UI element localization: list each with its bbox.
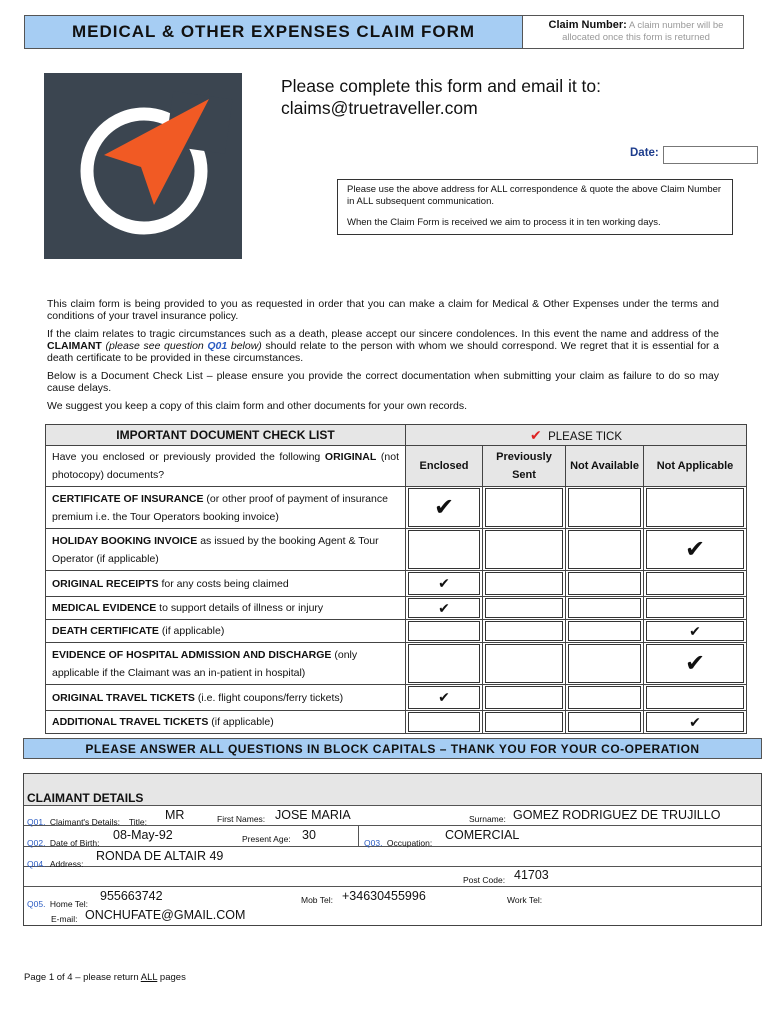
q03-row: Q03. Occupation: <box>364 838 433 848</box>
tick-icon: ✔ <box>433 494 455 521</box>
checkbox-cell <box>566 620 644 643</box>
compass-arrow-icon <box>44 73 242 259</box>
checklist-row <box>46 643 747 685</box>
checklist-item-label: DEATH CERTIFICATE (if applicable) <box>46 620 406 643</box>
tick-icon: ✔ <box>684 650 706 677</box>
checkbox-cell <box>406 685 483 711</box>
checklist-row <box>46 597 747 620</box>
checkbox-cell <box>644 597 747 620</box>
tick-icon: ✔ <box>438 599 450 616</box>
tick-box[interactable] <box>568 712 641 732</box>
checkbox-cell <box>566 571 644 597</box>
tick-box[interactable] <box>485 686 563 709</box>
claim-number-box <box>523 15 744 49</box>
q02-row: Q02. Date of Birth: <box>27 838 100 848</box>
checkbox-cell <box>644 711 747 734</box>
tick-box[interactable] <box>408 686 480 709</box>
address-field[interactable]: RONDA DE ALTAIR 49 <box>96 849 224 863</box>
tick-box[interactable] <box>568 530 641 569</box>
tick-box[interactable] <box>408 712 480 732</box>
checkbox-cell <box>483 711 566 734</box>
checklist-row <box>46 529 747 571</box>
q05-row: Q05. Home Tel: <box>27 899 88 909</box>
checkbox-cell <box>483 529 566 571</box>
checklist-item-label: EVIDENCE OF HOSPITAL ADMISSION AND DISCHARGE (only applicable if the Claimant was an in-patient in hospital) <box>46 643 406 685</box>
tick-icon: ✔ <box>689 713 701 730</box>
checklist-item-label: ORIGINAL TRAVEL TICKETS (i.e. flight coupons/ferry tickets) <box>46 685 406 711</box>
tick-box[interactable] <box>485 644 563 683</box>
checklist-row <box>46 487 747 529</box>
checkbox-cell <box>406 620 483 643</box>
checkbox-cell <box>644 487 747 529</box>
tick-box[interactable] <box>568 621 641 641</box>
tick-box[interactable] <box>568 686 641 709</box>
col-previously-sent: Previously Sent <box>483 446 566 487</box>
q04-row: Q04. Address: <box>27 859 84 869</box>
intro-paragraph: We suggest you keep a copy of this claim form and other documents for your own records. <box>47 400 468 412</box>
checkbox-cell <box>566 643 644 685</box>
tick-box[interactable] <box>568 488 641 527</box>
checklist-item-label: ADDITIONAL TRAVEL TICKETS (if applicable) <box>46 711 406 734</box>
checklist-item-label: HOLIDAY BOOKING INVOICE as issued by the booking Agent & Tour Operator (if applicable) <box>46 529 406 571</box>
check-icon: ✔ <box>529 426 542 443</box>
occupation-field[interactable]: COMERCIAL <box>445 828 520 842</box>
tick-box[interactable] <box>568 598 641 618</box>
tick-icon: ✔ <box>684 536 706 563</box>
checklist-item-label: MEDICAL EVIDENCE to support details of illness or injury <box>46 597 406 620</box>
checkbox-cell <box>483 571 566 597</box>
checklist-row <box>46 685 747 711</box>
col-enclosed: Enclosed <box>406 446 483 487</box>
tick-box[interactable] <box>485 572 563 595</box>
tick-box[interactable] <box>568 572 641 595</box>
email-instruction: Please complete this form and email it to: <box>281 76 602 96</box>
checkbox-cell <box>644 685 747 711</box>
form-title: MEDICAL & OTHER EXPENSES CLAIM FORM <box>24 15 523 49</box>
tick-box[interactable] <box>646 644 744 683</box>
checkbox-cell <box>566 529 644 571</box>
divider <box>24 866 761 867</box>
checkbox-cell <box>406 487 483 529</box>
tick-box[interactable] <box>646 598 744 618</box>
claims-email[interactable]: claims@truetraveller.com <box>281 98 478 118</box>
dob-field[interactable]: 08-May-92 <box>113 828 173 842</box>
mob-tel-field[interactable]: +34630455996 <box>342 889 426 903</box>
date-label: Date: <box>630 147 659 159</box>
col-not-applicable: Not Applicable <box>644 446 747 487</box>
checklist-row <box>46 571 747 597</box>
checkbox-cell <box>566 487 644 529</box>
tick-box[interactable] <box>646 686 744 709</box>
checklist-title: IMPORTANT DOCUMENT CHECK LIST <box>46 425 406 446</box>
tick-box[interactable] <box>485 598 563 618</box>
tick-box[interactable] <box>485 712 563 732</box>
intro-paragraph: Below is a Document Check List – please ensure you provide the correct documentation when submitting your claim as failure to do so may cause delays. <box>47 370 719 394</box>
email-field[interactable]: ONCHUFATE@GMAIL.COM <box>85 908 246 922</box>
checkbox-cell <box>406 597 483 620</box>
tick-box[interactable] <box>408 644 480 683</box>
checklist-item-label: CERTIFICATE OF INSURANCE (or other proof of payment of insurance premium i.e. the Tour Operators booking invoice) <box>46 487 406 529</box>
checkbox-cell <box>644 620 747 643</box>
first-names-label: First Names: <box>217 814 266 824</box>
tick-box[interactable] <box>568 644 641 683</box>
checkbox-cell <box>483 620 566 643</box>
claim-number-note: A claim number will be allocated once this form is returned <box>562 20 724 43</box>
tick-box[interactable] <box>408 530 480 569</box>
checkbox-cell <box>483 597 566 620</box>
checkbox-cell <box>566 685 644 711</box>
tick-box[interactable] <box>408 621 480 641</box>
postcode-field[interactable]: 41703 <box>514 868 549 882</box>
checkbox-cell <box>644 643 747 685</box>
title-field[interactable]: MR <box>165 808 185 822</box>
col-not-available: Not Available <box>566 446 644 487</box>
divider <box>358 825 359 846</box>
tick-box[interactable] <box>408 572 480 595</box>
checklist-row <box>46 711 747 734</box>
please-tick-header: ✔ PLEASE TICK <box>406 425 747 446</box>
checkbox-cell <box>406 529 483 571</box>
checkbox-cell <box>566 711 644 734</box>
intro-text <box>47 298 719 418</box>
mob-tel-label: Mob Tel: <box>301 895 333 905</box>
checkbox-cell <box>406 571 483 597</box>
intro-paragraph: If the claim relates to tragic circumstances such as a death, please accept our sincere condolences. In this event the name and address of the CLAIMANT (please see question Q01 below) should relate to the person with whom we should correspond. We regret that it is essential for a death certificate to be provided in these circumstances. <box>47 328 719 364</box>
checkbox-cell <box>406 711 483 734</box>
home-tel-field[interactable]: 955663742 <box>100 889 163 903</box>
postcode-label: Post Code: <box>463 875 506 885</box>
surname-field[interactable]: GOMEZ RODRIGUEZ DE TRUJILLO <box>513 808 721 822</box>
correspondence-note <box>337 179 733 235</box>
tick-box[interactable] <box>646 621 744 641</box>
correspondence-text: Please use the above address for ALL correspondence & quote the above Claim Number in ALL subsequent communication. <box>347 184 722 207</box>
checklist-item-label: ORIGINAL RECEIPTS for any costs being claimed <box>46 571 406 597</box>
tick-box[interactable] <box>408 598 480 618</box>
age-label: Present Age: <box>242 834 291 844</box>
tick-box[interactable] <box>485 488 563 527</box>
block-capitals-banner: PLEASE ANSWER ALL QUESTIONS IN BLOCK CAPITALS – THANK YOU FOR YOUR CO-OPERATION <box>23 738 762 759</box>
tick-box[interactable] <box>646 488 744 527</box>
work-tel-label: Work Tel: <box>507 895 543 905</box>
claim-number-label: Claim Number: <box>548 19 627 31</box>
tick-box[interactable] <box>646 572 744 595</box>
divider <box>24 805 761 806</box>
intro-paragraph: This claim form is being provided to you as requested in order that you can make a claim for Medical & Other Expenses under the terms and conditions of your travel insurance policy. <box>47 298 719 322</box>
tick-icon: ✔ <box>438 575 450 591</box>
date-field[interactable] <box>663 146 758 164</box>
claimant-details-section <box>23 773 762 926</box>
tick-box[interactable] <box>646 712 744 732</box>
document-checklist <box>45 424 747 734</box>
company-logo <box>44 73 242 259</box>
tick-icon: ✔ <box>689 622 701 639</box>
checklist-row <box>46 620 747 643</box>
tick-box[interactable] <box>408 488 480 527</box>
email-label: E-mail: <box>51 914 78 924</box>
tick-box[interactable] <box>485 621 563 641</box>
tick-icon: ✔ <box>438 689 450 705</box>
checkbox-cell <box>644 529 747 571</box>
checkbox-cell <box>483 685 566 711</box>
checkbox-cell <box>566 597 644 620</box>
age-field[interactable]: 30 <box>302 828 316 842</box>
checkbox-cell <box>644 571 747 597</box>
q01-row: Q01. Claimant's Details: Title: <box>27 817 148 827</box>
checkbox-cell <box>406 643 483 685</box>
checkbox-cell <box>483 643 566 685</box>
divider <box>24 886 761 887</box>
checklist-question: Have you enclosed or previously provided the following ORIGINAL (not photocopy) documents? <box>46 446 406 487</box>
claimant-details-title: CLAIMANT DETAILS <box>27 791 144 805</box>
first-names-field[interactable]: JOSE MARIA <box>275 808 351 822</box>
checkbox-cell <box>483 487 566 529</box>
page-footer: Page 1 of 4 – please return ALL pages <box>24 972 186 983</box>
tick-box[interactable] <box>485 530 563 569</box>
processing-text: When the Claim Form is received we aim to process it in ten working days. <box>347 217 661 228</box>
surname-label: Surname: <box>469 814 506 824</box>
tick-box[interactable] <box>646 530 744 569</box>
